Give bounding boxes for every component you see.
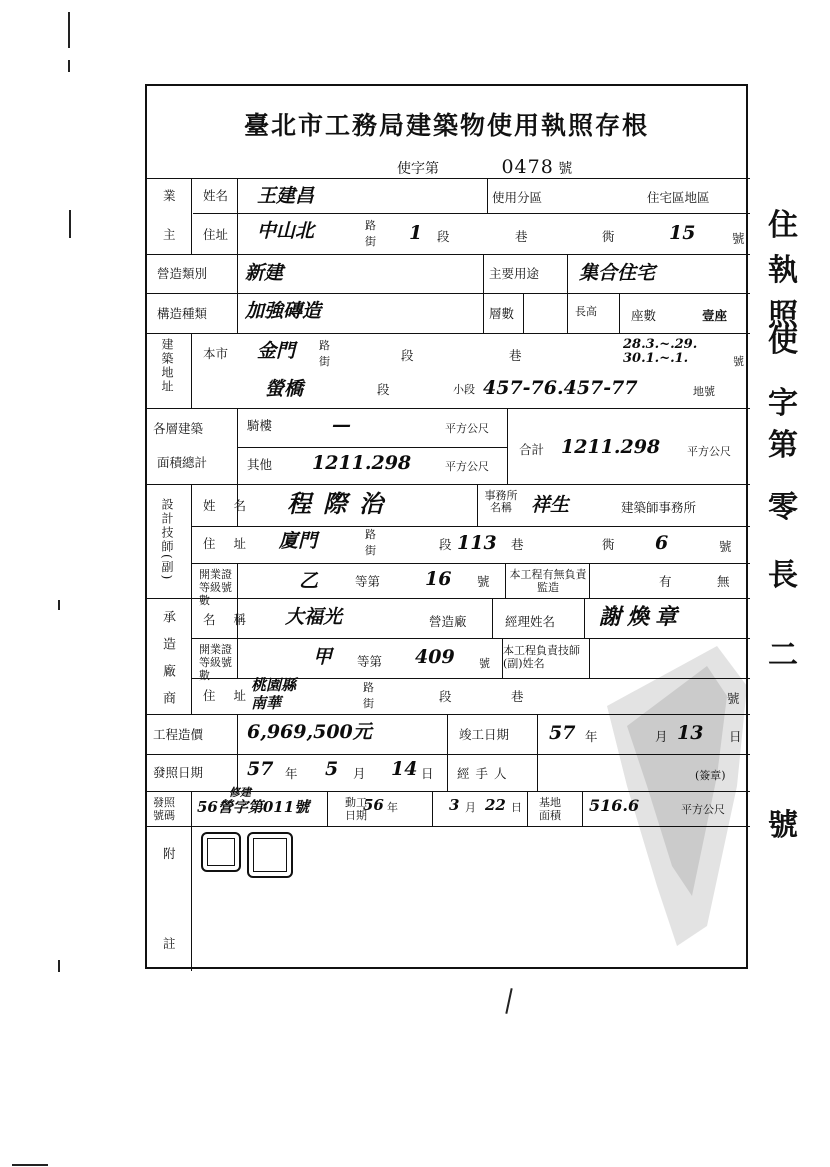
completion-day-label: 日	[729, 729, 742, 744]
designer-lane-value: 113	[457, 532, 497, 554]
supervise-value: 有	[659, 574, 672, 589]
scan-mark	[505, 988, 512, 1014]
contractor-tech-label: 本工程負責技師(副)姓名	[503, 644, 580, 670]
arcade-value: —	[332, 414, 351, 436]
rule	[492, 598, 493, 638]
issue-label: 發照日期	[153, 765, 204, 780]
contractor-street-label: 街	[363, 697, 374, 710]
margin-char: 字	[768, 386, 798, 421]
site-lot-numbers: 457-76.457-77	[483, 377, 638, 399]
rule	[237, 714, 238, 791]
rule	[567, 254, 568, 334]
permit-note: 修建	[229, 786, 251, 799]
structure-label: 構造種類	[157, 306, 208, 321]
completion-month-label: 月	[655, 729, 668, 744]
total-label: 合計	[519, 442, 545, 457]
rule	[327, 791, 328, 826]
site-section-label: 段	[401, 348, 414, 363]
site-city: 本市	[203, 346, 229, 361]
completion-year-label: 年	[585, 729, 598, 744]
issue-day-label: 日	[421, 766, 434, 781]
margin-char: 號	[768, 808, 798, 843]
arcade-label: 騎樓	[247, 418, 273, 433]
designer-license-number: 16	[425, 568, 452, 590]
contractor-license-suffix: 號	[479, 657, 490, 670]
road-label: 路	[365, 219, 376, 232]
rule	[237, 254, 238, 334]
other-unit: 平方公尺	[445, 460, 489, 473]
owner-name-label: 姓名	[203, 188, 229, 203]
scan-mark	[58, 960, 60, 972]
cost-value: 6,969,500元	[247, 721, 372, 743]
other-value: 1211.298	[312, 452, 412, 474]
contractor-license-number: 409	[415, 646, 455, 668]
margin-char: 住	[768, 208, 798, 243]
designer-grade-label: 等第	[355, 574, 381, 589]
designer-address-number: 6	[655, 532, 669, 554]
margin-char: 長	[768, 558, 798, 593]
designer-name-value: 程際治	[287, 489, 395, 518]
scan-mark	[68, 12, 70, 48]
area-label-2: 面積總計	[157, 455, 208, 470]
permit-number: 0478	[501, 156, 554, 178]
owner-name-value: 王建昌	[257, 185, 315, 207]
rule	[487, 178, 488, 214]
margin-char: 第	[768, 428, 798, 463]
scan-mark	[58, 600, 60, 610]
floors-label: 層數	[489, 306, 515, 321]
site-district: 螢橋	[265, 378, 304, 400]
rule	[193, 213, 750, 214]
contractor-name-label: 名稱	[203, 612, 265, 627]
contractor-section-label: 承造廠商	[160, 610, 175, 718]
permit-suffix: 號	[558, 161, 573, 177]
notes-label-1: 附	[163, 846, 176, 861]
area-label-1: 各層建築	[153, 421, 204, 436]
margin-char: 二	[768, 638, 798, 673]
zone-label: 使用分區	[492, 190, 543, 205]
supervise-label: 本工程有無負責監造	[509, 568, 587, 594]
contractor-lane-label: 巷	[511, 689, 524, 704]
designer-road-label: 路	[365, 528, 376, 541]
start-day-label: 日	[511, 801, 522, 814]
completion-year: 57	[549, 722, 576, 744]
site-street-label: 街	[319, 355, 330, 368]
contractor-address-road: 南華	[251, 694, 282, 712]
rule	[523, 293, 524, 333]
handler-seal-label: (簽章)	[695, 769, 726, 782]
official-seal-stamp	[201, 832, 241, 872]
owner-section-label-2: 主	[163, 227, 176, 242]
other-label: 其他	[247, 457, 273, 472]
designer-lane-label: 巷	[511, 537, 524, 552]
rule	[477, 484, 478, 526]
base-area-unit: 平方公尺	[681, 803, 725, 816]
use-label: 主要用途	[489, 266, 540, 281]
scan-mark	[12, 1164, 48, 1166]
issue-month: 5	[325, 758, 339, 780]
street-label: 街	[365, 235, 376, 248]
designer-office-suffix: 建築師事務所	[621, 500, 697, 515]
start-month-label: 月	[465, 801, 476, 814]
count-value: 壹座	[702, 308, 728, 323]
rule	[507, 408, 508, 484]
margin-char: 使	[768, 324, 798, 359]
manager-value: 謝煥章	[599, 604, 684, 630]
rule	[191, 791, 192, 971]
designer-name-label: 姓名	[203, 498, 265, 513]
designer-number-label: 號	[719, 539, 732, 554]
number-label: 號	[732, 231, 745, 246]
site-alley-numbers-2: 30.1.~.1.	[623, 351, 689, 366]
owner-address-road: 中山北	[257, 220, 315, 242]
start-day: 22	[485, 796, 506, 814]
permit-value: 56營字第011號	[197, 798, 310, 816]
rule	[191, 333, 192, 408]
rule	[447, 714, 448, 791]
rule	[527, 791, 528, 826]
site-number-label: 號	[733, 355, 744, 368]
rule	[191, 484, 192, 714]
site-road: 金門	[257, 340, 296, 362]
start-year-label: 年	[387, 801, 398, 814]
designer-section-label-text: 段	[439, 537, 452, 552]
completion-day: 13	[677, 722, 704, 744]
use-value: 集合住宅	[579, 262, 656, 284]
designer-license-suffix: 號	[477, 574, 490, 589]
alley-label: 衖	[602, 229, 615, 244]
zone-value: 住宅區地區	[647, 190, 710, 205]
total-value: 1211.298	[561, 436, 661, 458]
supervise-suffix: 無	[717, 574, 730, 589]
margin-char: 照	[768, 298, 798, 333]
rule	[432, 791, 433, 826]
issue-year: 57	[247, 758, 274, 780]
contractor-number-label: 號	[727, 691, 740, 706]
rule	[191, 526, 750, 527]
permit-prefix: 使字第	[397, 161, 439, 177]
designer-address-label: 住址	[203, 536, 265, 551]
owner-address-label: 住址	[203, 227, 229, 242]
notes-label-2: 註	[163, 936, 176, 951]
scan-stain	[567, 626, 747, 946]
issue-year-label: 年	[285, 766, 298, 781]
site-label: 建築地址	[160, 338, 174, 394]
start-year: 56	[363, 796, 384, 814]
margin-char: 零	[768, 490, 798, 525]
official-seal-stamp	[247, 832, 293, 878]
owner-address-section: 1	[409, 222, 423, 244]
contractor-name-value: 大福光	[285, 606, 343, 628]
type-label: 營造類別	[157, 266, 208, 281]
issue-month-label: 月	[353, 766, 366, 781]
count-label: 座數	[631, 308, 657, 323]
issue-day: 14	[391, 758, 418, 780]
designer-grade-value: 乙	[299, 570, 319, 592]
rule	[237, 408, 238, 484]
base-area-value: 516.6	[589, 796, 640, 815]
contractor-name-suffix: 營造廠	[429, 614, 467, 629]
structure-value: 加強磚造	[245, 300, 322, 322]
height-label: 長高	[575, 305, 597, 318]
owner-address-number: 15	[669, 222, 696, 244]
manager-label: 經理姓名	[505, 614, 556, 629]
rule	[191, 178, 192, 254]
designer-office-value: 祥生	[531, 494, 570, 516]
permit-label: 發照號碼	[153, 796, 175, 822]
total-unit: 平方公尺	[687, 445, 731, 458]
start-month: 3	[449, 796, 460, 814]
rule	[537, 714, 538, 791]
rule	[483, 254, 484, 334]
contractor-road-label: 路	[363, 681, 374, 694]
handler-label: 經手人	[457, 766, 513, 781]
permit-form	[145, 84, 748, 969]
scan-mark	[69, 210, 71, 238]
completion-label: 竣工日期	[459, 727, 510, 742]
rule	[237, 447, 507, 448]
site-lane-label: 巷	[509, 348, 522, 363]
owner-section-label-1: 業	[163, 188, 176, 203]
contractor-grade-label: 等第	[357, 654, 383, 669]
scan-mark	[68, 60, 70, 72]
site-district-section-label: 段	[377, 382, 390, 397]
designer-street-label: 街	[365, 544, 376, 557]
site-subsection-label: 小段	[453, 383, 475, 396]
rule	[191, 563, 750, 564]
site-road-label: 路	[319, 339, 330, 352]
rule	[237, 178, 238, 254]
contractor-address-label: 住址	[203, 688, 265, 703]
lane-label: 巷	[515, 229, 528, 244]
contractor-license-label: 開業證等級號數	[199, 643, 232, 682]
rule	[619, 293, 620, 333]
permit-number-line	[397, 156, 572, 178]
designer-license-label: 開業證等級號數	[199, 568, 232, 607]
site-lot-label: 地號	[693, 385, 715, 398]
form-title: 臺北市工務局建築物使用執照存根	[243, 111, 649, 140]
cost-label: 工程造價	[153, 727, 204, 742]
designer-address-road: 廈門	[279, 530, 318, 552]
contractor-section-label-text: 段	[439, 689, 452, 704]
type-value: 新建	[245, 262, 284, 284]
contractor-grade-value: 甲	[313, 646, 333, 668]
rule	[589, 563, 590, 599]
designer-alley-label: 衖	[602, 537, 615, 552]
arcade-unit: 平方公尺	[445, 422, 489, 435]
designer-section-label: 設計技師(副)	[160, 498, 174, 582]
designer-office-label: 事務所名稱	[484, 489, 518, 514]
base-area-label: 基地面積	[539, 796, 561, 822]
margin-char: 執	[768, 253, 798, 288]
start-label: 動工日期	[345, 796, 367, 822]
contractor-address-city: 桃園縣	[251, 676, 297, 694]
section-label: 段	[437, 229, 450, 244]
site-alley-numbers: 28.3.~.29.	[623, 337, 698, 352]
rule	[505, 563, 506, 599]
